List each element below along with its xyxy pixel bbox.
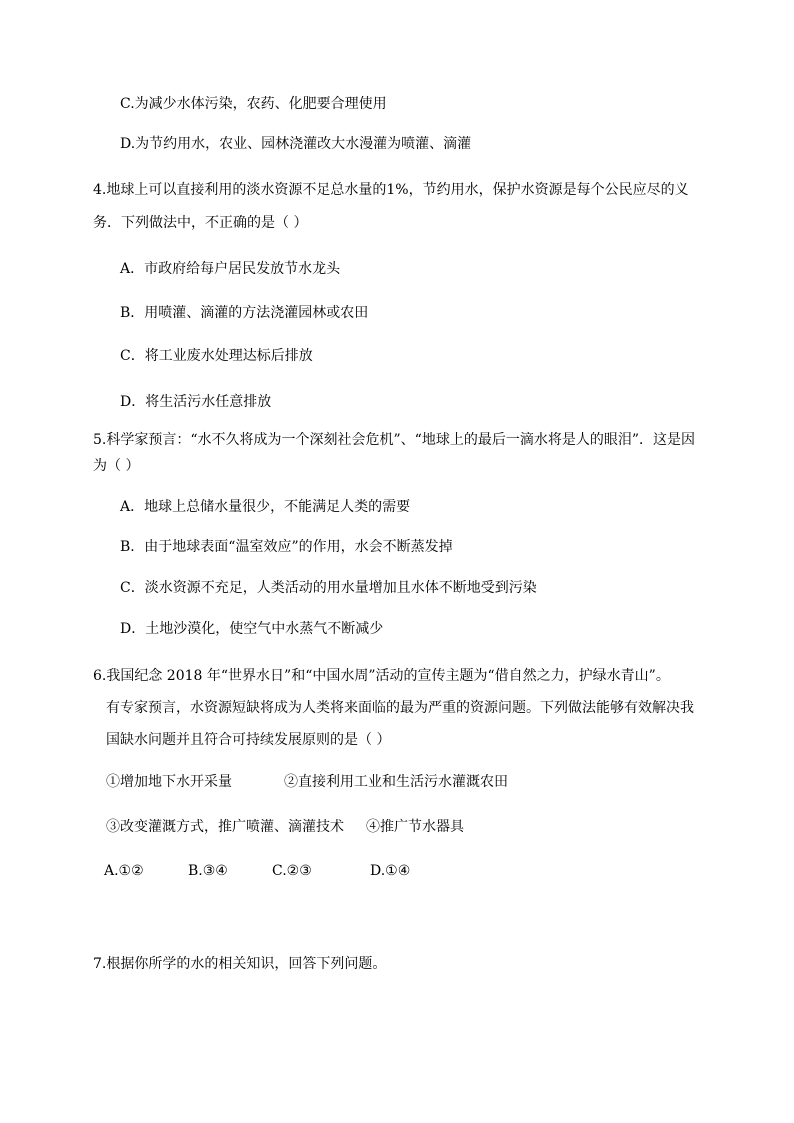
q6-option-d: D.①④ — [370, 863, 411, 879]
q6-statement-4: ④推广节水器具 — [366, 819, 464, 835]
q6-statement-1: ①增加地下水开采量 — [106, 774, 232, 790]
q3-option-d: D.为节约用水，农业、园林浇灌改大水漫灌为喷灌、滴灌 — [120, 136, 472, 152]
q5-stem-line-1: 5.科学家预言：“水不久将成为一个深刻社会危机”、“地球上的最后一滴水将是人的眼泪”．这是因 — [93, 432, 695, 448]
q6-option-c: C.②③ — [272, 863, 312, 879]
q5-option-b: B．由于地球表面“温室效应”的作用，水会不断蒸发掉 — [120, 539, 453, 555]
q4-option-b: B．用喷灌、滴灌的方法浇灌园林或农田 — [120, 305, 369, 321]
q6-stem-line-3: 国缺水问题并且符合可持续发展原则的是（ ） — [106, 732, 391, 748]
q7-stem: 7.根据你所学的水的相关知识，回答下列问题。 — [93, 956, 387, 972]
q4-option-d: D．将生活污水任意排放 — [120, 394, 272, 410]
q5-option-a: A．地球上总储水量很少，不能满足人类的需要 — [120, 499, 411, 515]
q5-option-c: C．淡水资源不充足，人类活动的用水量增加且水体不断地受到污染 — [120, 580, 537, 596]
q4-option-a: A．市政府给每户居民发放节水龙头 — [120, 261, 341, 277]
q6-stem-line-2: 有专家预言，水资源短缺将成为人类将来面临的最为严重的资源问题。下列做法能够有效解决我 — [106, 700, 694, 716]
q6-statement-3: ③改变灌溉方式，推广喷灌、滴灌技术 — [106, 819, 344, 835]
q5-stem-line-2: 为（ ） — [93, 458, 140, 474]
q6-statement-2: ②直接利用工业和生活污水灌溉农田 — [284, 774, 508, 790]
q3-option-c: C.为减少水体污染，农药、化肥要合理使用 — [120, 96, 387, 112]
q4-stem-line-2: 务．下列做法中，不正确的是（ ） — [93, 215, 308, 231]
q5-option-d: D．土地沙漠化，使空气中水蒸气不断减少 — [120, 621, 384, 637]
q4-stem-line-1: 4.地球上可以直接利用的淡水资源不足总水量的1%，节约用水，保护水资源是每个公民应尽的义 — [93, 182, 689, 198]
q6-option-a: A.①② — [104, 863, 144, 879]
q6-option-b: B.③④ — [188, 863, 228, 879]
q6-stem-line-1: 6.我国纪念 2018 年“世界水日”和“中国水周”活动的宣传主题为“借自然之力，护绿水青山”。 — [93, 668, 670, 684]
q4-option-c: C．将工业废水处理达标后排放 — [120, 348, 313, 364]
